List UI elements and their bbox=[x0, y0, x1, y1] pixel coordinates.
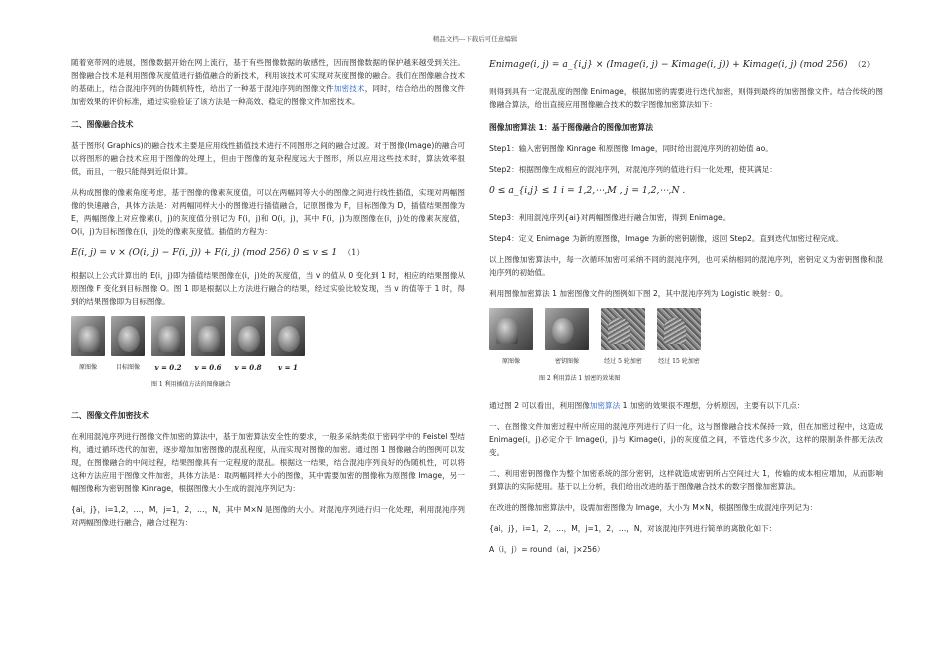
figure-2-caption: 经过 5 轮加密 bbox=[604, 358, 642, 365]
section-heading-fusion: 二、图像融合技术 bbox=[71, 120, 134, 129]
algorithm-step-1: Step1：输入密钥图像 Kinrage 和原图像 Image，同时给出混沌序列的初始值 ao。 bbox=[489, 144, 773, 153]
analysis-text-b: 1 加密的效果很不理想，分析原因，主要有以下几点： bbox=[620, 401, 805, 410]
figure-1-image-v1 bbox=[271, 316, 305, 356]
algorithm-step-2: Step2：根据图像生成相应的混沌序列，对混沌序列的值进行归一化处理，使其满足： bbox=[489, 165, 777, 174]
page-header: 精品文档---下载后可任意编辑 bbox=[432, 35, 518, 43]
figure-1-caption: v = 1 bbox=[278, 363, 298, 372]
analysis-point-2: 二、利用密钥图像作为整个加密系统的部分密钥，这样就造成密钥所占空间过大 1，传输的成本相应增加，从而影响到算法的实际使用。基于以上分析，我们给出改进的基于图像融合技术的数字图像加密算法。 bbox=[489, 469, 883, 491]
encryption-algorithm-link[interactable]: 加密算法 bbox=[589, 401, 621, 410]
analysis-text-a: 通过图 2 可以看出，利用图像 bbox=[489, 401, 590, 410]
analysis-point-1: 一、在图像文件加密过程中所应用的混沌序列进行了归一化，这与图像融合技术保持一致，但在加密过程中，这造成 Enimage(i，j)必定介于 Image(i，j)与 Kimage(i，j)的灰度值之间，不管迭代多少次，这样的限制条件都无法改变。 bbox=[489, 422, 883, 457]
formula-2 bbox=[489, 58, 883, 71]
figure-1-caption: v = 0.2 bbox=[154, 363, 182, 372]
figure-2-image-original bbox=[489, 308, 533, 350]
right-paragraph-3: 利用图像加密算法 1 加密图像文件的图例如下图 2，其中混沌序列为 Logistic 映射：0。 bbox=[489, 289, 788, 298]
fusion-paragraph-1: 基于图形( Graphics)的融合技术主要是应用线性插值技术进行不同图形之间的融合过渡。对于图像(Image)的融合可以将图形的融合技术应用于图像的处理上，但由于图像的复杂程度远大于图形，所以应用这些技术时，算法效率很低，而且，一般只能得到近似计算。 bbox=[71, 141, 465, 176]
figure-1-caption: v = 0.8 bbox=[234, 363, 262, 372]
formula-2-expression: Enimage(i, j) = a_{i,j} × (Image(i, j) − Kimage(i, j)) + Kimage(i, j) (mod 256) bbox=[489, 59, 848, 70]
figure-2-title: 图 2 利用算法 1 加密的效果图 bbox=[539, 375, 621, 382]
improved-algorithm-paragraph: 在改进的图像加密算法中，设需加密图像为 Image，大小为 M×N，根据图像生成混沌序列记为： bbox=[489, 503, 818, 512]
figure-2-caption: 经过 15 轮加密 bbox=[658, 358, 700, 365]
intro-text-b: ，同时，结合给出的图像文件加密效果的评价标准，通过实验验证了该方法是一种高效、稳定的图像文件加密技术。 bbox=[71, 84, 466, 106]
figure-1-caption: 原图像 bbox=[78, 364, 97, 371]
encryption-paragraph-1: 在利用混沌序列进行图像文件加密的算法中，基于加密算法安全性的要求，一般多采纳类似于密码学中的 Feistel 型结构，通过循环迭代的加密，逐步增加加密图像的混乱程度，从而实现对图像的加密。通过图 1 图像融合的图例可以发现，在图像融合的中间过程，结果图像具有一定程度的混乱。根据这一结果，结合混沌序列良好的伪随机性，可以将这种方法应用于图像文件加密，具体方法是：取两幅同样大小的图像，其中需要加密的图像称为原图像 Image，另一幅图像称为密钥图像 Kinrage，根据图像大小生成的混沌序列记为： bbox=[71, 432, 465, 493]
chaotic-sequence-paragraph: {ai，j}，i=1，2，…，M，j=1，2，…，N，对该混沌序列进行简单的离散化如下： bbox=[489, 524, 777, 533]
figure-1-image-v02 bbox=[151, 316, 185, 356]
figure-2-image-key bbox=[545, 308, 589, 350]
formula-1 bbox=[71, 246, 465, 259]
encryption-paragraph-2: {ai，j}，i=1,2，…，M，j=1，2，…，N，其中 M×N 是图像的大小。对混沌序列进行归一化处理，利用混沌序列对两幅图像进行融合，融合过程为： bbox=[71, 505, 465, 527]
figure-1-image-original bbox=[71, 316, 105, 356]
figure-2-caption: 原图像 bbox=[501, 358, 520, 365]
intro-text-a: 随着宽带网的进展，图像数据开始在网上流行，基于有些图像数据的敏感性，因而图像数据的保护越来越受到关注。图像融合技术是利用图像灰度值进行插值融合的新技术，利用该技术可实现对灰度图像的融合。我们在图像融合技术的基础上，结合混沌序列的伪随机特性，给出了一种基于混沌序列的图像文件 bbox=[71, 58, 465, 93]
figure-1-caption: v = 0.6 bbox=[194, 363, 222, 372]
formula-1-number: （1） bbox=[343, 248, 365, 257]
figure-2-image-5-rounds bbox=[601, 308, 645, 350]
figure-1-caption: 目标图像 bbox=[115, 364, 140, 371]
intro-paragraph bbox=[71, 56, 465, 108]
formula-1-expression: E(i, j) = v × (O(i, j) − F(i, j)) + F(i, j) (mod 256) 0 ≤ v ≤ 1 bbox=[71, 247, 338, 258]
figure-1-image-v08 bbox=[231, 316, 265, 356]
figure-1-image-target bbox=[111, 316, 145, 356]
figure-1-image-v06 bbox=[191, 316, 225, 356]
left-column bbox=[71, 56, 465, 537]
figure-2-image-15-rounds bbox=[657, 308, 701, 350]
section-heading-encryption: 二、图像文件加密技术 bbox=[71, 411, 149, 420]
fusion-paragraph-3: 根据以上公式计算出的 E(i，j)即为插值结果图像在(i，j)处的灰度值，当 v 的值从 0 变化到 1 时，相应的结果图像从原图像 F 变化到目标图像 O。图 1 即是根据以上方法进行融合的结果，经过实验比较发现，当 v 的值等于 1 时，得到的结果图像即为目标图像。 bbox=[71, 271, 465, 306]
figure-1 bbox=[71, 316, 465, 391]
formula-2-number: （2） bbox=[853, 60, 875, 69]
right-paragraph-2: 以上图像加密算法中，每一次循环加密可采纳不同的混沌序列，也可采纳相同的混沌序列，密钥定义为密钥图像和混沌序列的初始值。 bbox=[489, 255, 883, 277]
algorithm-title: 图像加密算法 1：基于图像融合的图像加密算法 bbox=[489, 123, 654, 132]
figure-2-caption: 密钥图像 bbox=[554, 358, 579, 365]
fusion-paragraph-2: 从构成图像的像素角度考虑，基于图像的像素灰度值，可以在两幅同等大小的图像之间进行线性插值，实现对两幅图像的快速融合，具体方法是：对两幅同样大小的图像进行插值融合，记原图像为 F，目标图像为 D，插值结果图像为 E，两幅图像上对应像素(i，j)的灰度值分别记为 F(i，j)和 O(i，j)，其中 F(i，j)为原图像在(i，j)处的像素灰度值，O(i，j)为目标图像在(i，j)处的像素灰度值。插值的方程为： bbox=[71, 188, 465, 236]
formula-3: 0 ≤ a_{i,j} ≤ 1 i = 1,2,⋯,M , j = 1,2,⋯,N . bbox=[489, 185, 686, 196]
figure-2 bbox=[489, 308, 883, 385]
figure-1-title: 图 1 利用插值方法的图像融合 bbox=[151, 381, 231, 388]
algorithm-step-4: Step4：定义 Enimage 为新的原图像，Image 为新的密钥剧像，返回 Step2。直到迭代加密过程完成。 bbox=[489, 234, 843, 243]
discretization-formula: A（i，j）= round（ai，j×256） bbox=[489, 545, 605, 554]
algorithm-step-3: Step3：利用混沌序列{ai}对两幅图像进行融合加密，得到 Enimage。 bbox=[489, 213, 731, 222]
right-column bbox=[489, 58, 883, 564]
analysis-paragraph bbox=[489, 399, 883, 412]
encryption-tech-link[interactable]: 加密技术 bbox=[333, 84, 365, 93]
right-paragraph-1: 则得到具有一定混乱度的图像 Enimage，根据加密的需要进行迭代加密，则得到最终的加密图像文件。结合传统的图像融合算法，给出直接应用图像融合技术的数字图像加密算法如下： bbox=[489, 87, 883, 109]
